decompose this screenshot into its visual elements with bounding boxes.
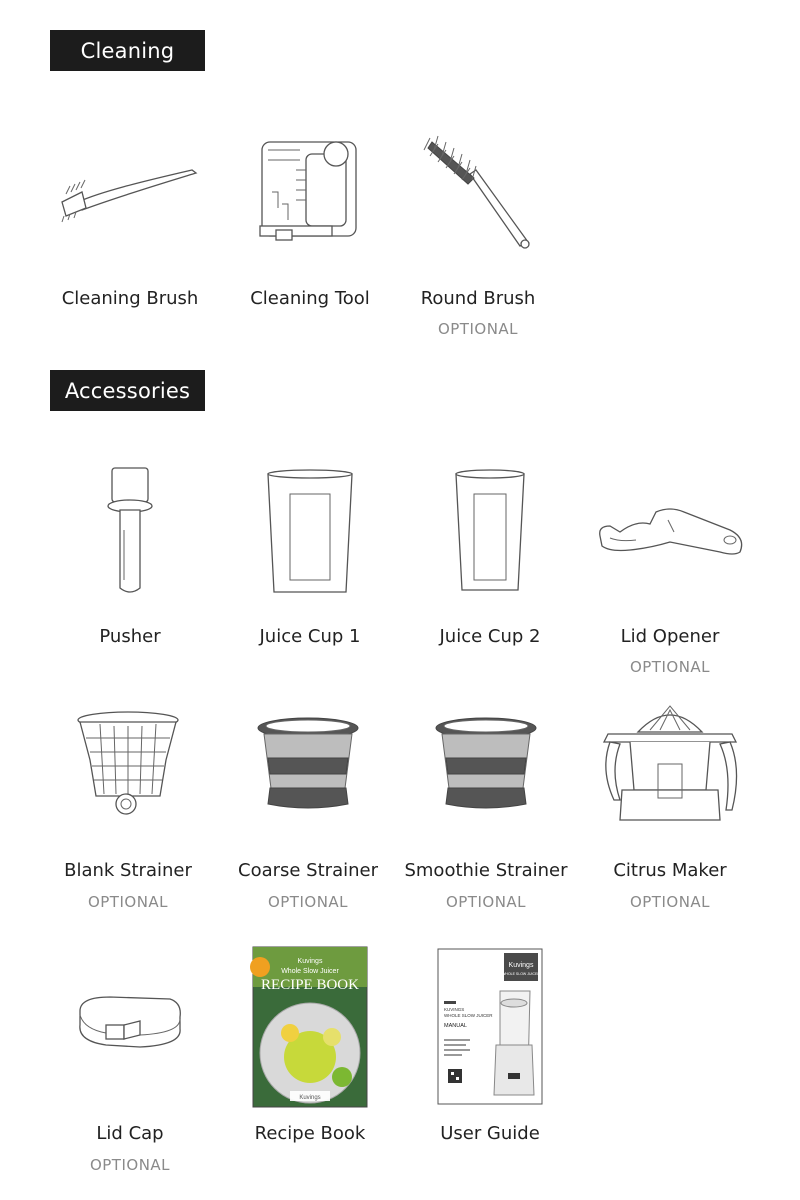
optional-badge: OPTIONAL (87, 893, 169, 911)
section-title-cleaning: Cleaning (50, 30, 205, 71)
item-label: Blank Strainer (64, 860, 192, 881)
user-guide-model: KUVINGS (444, 1007, 465, 1012)
lid-cap-icon (40, 945, 220, 1085)
user-guide-subtitle: WHOLE SLOW JUICER (502, 972, 540, 976)
coarse-strainer-icon (218, 700, 398, 840)
item-label: Coarse Strainer (238, 860, 378, 881)
recipe-book-footer-brand: Kuvings (299, 1095, 321, 1101)
pusher-icon (40, 460, 220, 600)
recipe-book-subtitle: Whole Slow Juicer (281, 968, 339, 975)
round-brush-icon (388, 120, 568, 260)
item-label: Lid Opener (620, 626, 720, 647)
item-label: Round Brush (420, 288, 536, 309)
juice-cup-icon (400, 460, 580, 600)
optional-badge: OPTIONAL (89, 1156, 171, 1174)
optional-badge: OPTIONAL (437, 320, 519, 338)
item-label: Cleaning Tool (250, 288, 370, 309)
item-label: Juice Cup 1 (259, 626, 361, 647)
item-label: Juice Cup 2 (439, 626, 541, 647)
user-guide-product: WHOLE SLOW JUICER (444, 1013, 493, 1018)
user-guide-brand: Kuvings (508, 962, 534, 969)
item-label: Lid Cap (96, 1123, 164, 1144)
item-label: User Guide (440, 1123, 540, 1144)
item-label: Recipe Book (254, 1123, 366, 1144)
optional-badge: OPTIONAL (267, 893, 349, 911)
item-label: Citrus Maker (613, 860, 727, 881)
optional-badge: OPTIONAL (445, 893, 527, 911)
item-label: Cleaning Brush (61, 288, 199, 309)
smoothie-strainer-icon (396, 700, 576, 840)
recipe-book-title: RECIPE BOOK (261, 977, 359, 993)
blank-strainer-icon (38, 700, 218, 840)
juice-cup-icon (220, 460, 400, 600)
cleaning-brush-icon (40, 120, 220, 260)
cleaning-tool-icon (220, 120, 400, 260)
recipe-book-brand: Kuvings (297, 958, 323, 965)
item-label: Pusher (99, 626, 161, 647)
lid-opener-icon (580, 460, 760, 600)
user-guide-icon (400, 945, 580, 1110)
optional-badge: OPTIONAL (629, 893, 711, 911)
recipe-book-icon (220, 945, 400, 1110)
item-label: Smoothie Strainer (404, 860, 568, 881)
optional-badge: OPTIONAL (629, 658, 711, 676)
user-guide-doc-title: MANUAL (444, 1023, 467, 1029)
citrus-maker-icon (580, 700, 760, 840)
section-title-accessories: Accessories (50, 370, 205, 411)
